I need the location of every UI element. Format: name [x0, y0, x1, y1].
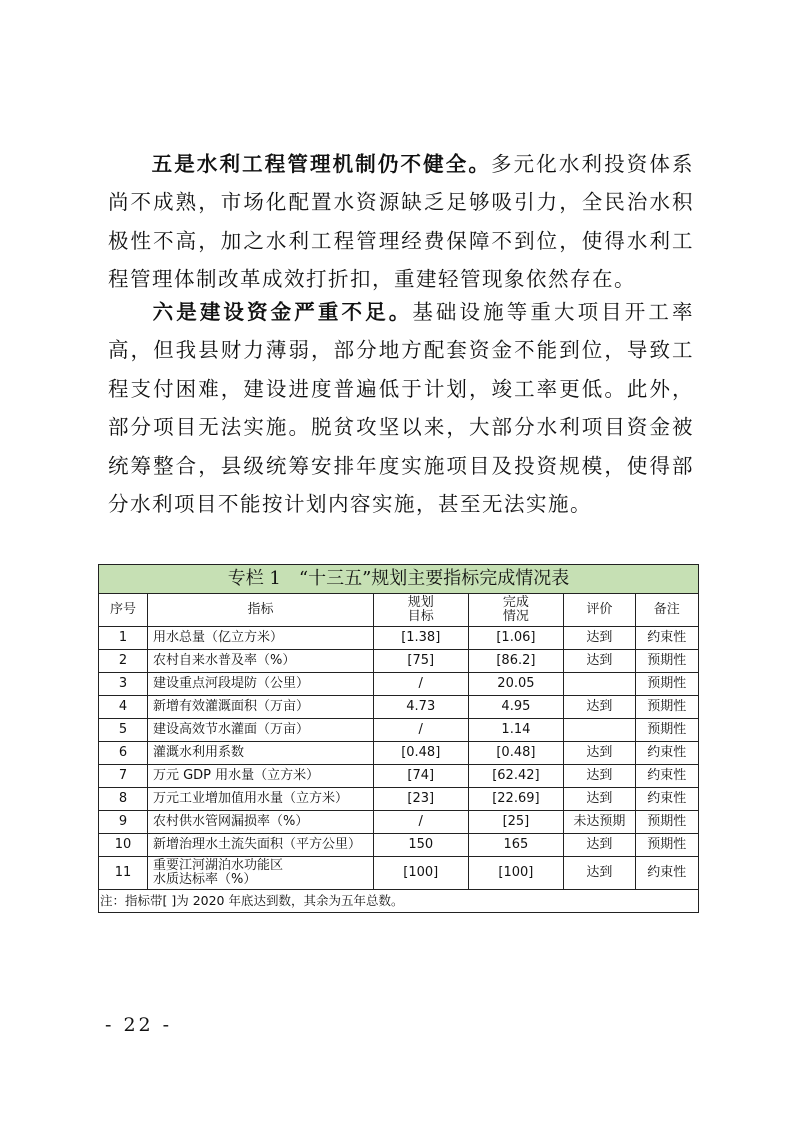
cell-seq: 4 — [99, 696, 148, 719]
cell-seq: 8 — [99, 788, 148, 811]
cell-indicator: 建设重点河段堤防（公里） — [147, 673, 373, 696]
table-row — [99, 765, 699, 788]
cell-plan: [100] — [373, 857, 468, 890]
cell-remark: 预期性 — [635, 719, 699, 742]
cell-plan: / — [373, 811, 468, 834]
cell-eval: 达到 — [564, 834, 635, 857]
cell-plan: 150 — [373, 834, 468, 857]
cell-remark: 约束性 — [635, 857, 699, 890]
cell-indicator: 新增治理水土流失面积（平方公里） — [147, 834, 373, 857]
table-row — [99, 627, 699, 650]
table-row — [99, 673, 699, 696]
cell-done: 165 — [468, 834, 564, 857]
cell-done: [1.06] — [468, 627, 564, 650]
cell-remark: 预期性 — [635, 650, 699, 673]
cell-remark: 预期性 — [635, 673, 699, 696]
table-row — [99, 650, 699, 673]
cell-eval: 未达预期 — [564, 811, 635, 834]
cell-indicator: 万元工业增加值用水量（立方米） — [147, 788, 373, 811]
cell-seq: 10 — [99, 834, 148, 857]
page-number: - 22 - — [105, 1014, 173, 1036]
cell-remark: 约束性 — [635, 742, 699, 765]
cell-plan: / — [373, 719, 468, 742]
table-row — [99, 788, 699, 811]
cell-seq: 11 — [99, 857, 148, 890]
table-note: 注：指标带[ ]为 2020 年底达到数，其余为五年总数。 — [99, 890, 699, 913]
cell-remark: 预期性 — [635, 834, 699, 857]
cell-seq: 2 — [99, 650, 148, 673]
paragraph-body: 多元化水利投资体系尚不成熟，市场化配置水资源缺乏足够吸引力，全民治水积极性不高，加之水利工程管理经费保障不到位，使得水利工程管理体制改革成效打折扣，重建轻管现象依然存在。 — [108, 152, 694, 292]
cell-indicator: 用水总量（亿立方米） — [147, 627, 373, 650]
cell-plan: [74] — [373, 765, 468, 788]
table-title: 专栏 1 “十三五”规划主要指标完成情况表 — [99, 565, 699, 594]
cell-done: [86.2] — [468, 650, 564, 673]
cell-indicator: 新增有效灌溉面积（万亩） — [147, 696, 373, 719]
cell-remark: 约束性 — [635, 788, 699, 811]
table-row — [99, 719, 699, 742]
cell-seq: 5 — [99, 719, 148, 742]
cell-eval: 达到 — [564, 650, 635, 673]
header-eval: 评价 — [564, 594, 635, 627]
cell-indicator: 重要江河湖泊水功能区 水质达标率（%） — [147, 857, 373, 890]
table-row — [99, 696, 699, 719]
cell-indicator: 农村供水管网漏损率（%） — [147, 811, 373, 834]
paragraph-mechanism — [108, 145, 694, 299]
cell-seq: 3 — [99, 673, 148, 696]
cell-done: [62.42] — [468, 765, 564, 788]
cell-eval: 达到 — [564, 627, 635, 650]
cell-plan: [75] — [373, 650, 468, 673]
header-remark: 备注 — [635, 594, 699, 627]
cell-indicator: 建设高效节水灌面（万亩） — [147, 719, 373, 742]
cell-done: [25] — [468, 811, 564, 834]
table-row — [99, 857, 699, 890]
cell-remark: 预期性 — [635, 696, 699, 719]
paragraph-lead: 五是水利工程管理机制仍不健全。 — [151, 152, 491, 176]
cell-eval: 达到 — [564, 742, 635, 765]
table-row — [99, 811, 699, 834]
table-row — [99, 834, 699, 857]
paragraph-body: 基础设施等重大项目开工率高，但我县财力薄弱，部分地方配套资金不能到位，导致工程支付困难，建设进度普遍低于计划，竣工率更低。此外，部分项目无法实施。脱贫攻坚以来，大部分水利项目资金被统筹整合，县级统筹安排年度实施项目及投资规模，使得部分水利项目不能按计划内容实施，甚至无法实施。 — [108, 300, 695, 517]
cell-remark: 约束性 — [635, 765, 699, 788]
cell-done: [100] — [468, 857, 564, 890]
cell-indicator: 万元 GDP 用水量（立方米） — [147, 765, 373, 788]
cell-remark: 约束性 — [635, 627, 699, 650]
cell-plan: 4.73 — [373, 696, 468, 719]
cell-eval — [564, 719, 635, 742]
cell-plan: / — [373, 673, 468, 696]
cell-plan: [1.38] — [373, 627, 468, 650]
cell-eval: 达到 — [564, 788, 635, 811]
indicator-table — [98, 564, 699, 913]
cell-remark: 预期性 — [635, 811, 699, 834]
cell-indicator: 农村自来水普及率（%） — [147, 650, 373, 673]
table-note-row — [99, 890, 699, 913]
header-seq: 序号 — [99, 594, 148, 627]
paragraph-lead: 六是建设资金严重不足。 — [151, 300, 413, 324]
table-row — [99, 742, 699, 765]
header-plan: 规划 目标 — [373, 594, 468, 627]
header-indicator: 指标 — [147, 594, 373, 627]
paragraph-funding — [108, 293, 694, 523]
cell-done: 1.14 — [468, 719, 564, 742]
cell-indicator: 灌溉水利用系数 — [147, 742, 373, 765]
cell-done: 20.05 — [468, 673, 564, 696]
cell-plan: [0.48] — [373, 742, 468, 765]
cell-seq: 9 — [99, 811, 148, 834]
cell-done: [22.69] — [468, 788, 564, 811]
cell-eval — [564, 673, 635, 696]
cell-seq: 1 — [99, 627, 148, 650]
cell-eval: 达到 — [564, 765, 635, 788]
cell-eval: 达到 — [564, 857, 635, 890]
cell-eval: 达到 — [564, 696, 635, 719]
cell-seq: 6 — [99, 742, 148, 765]
cell-done: [0.48] — [468, 742, 564, 765]
cell-seq: 7 — [99, 765, 148, 788]
cell-done: 4.95 — [468, 696, 564, 719]
cell-plan: [23] — [373, 788, 468, 811]
header-done: 完成 情况 — [468, 594, 564, 627]
